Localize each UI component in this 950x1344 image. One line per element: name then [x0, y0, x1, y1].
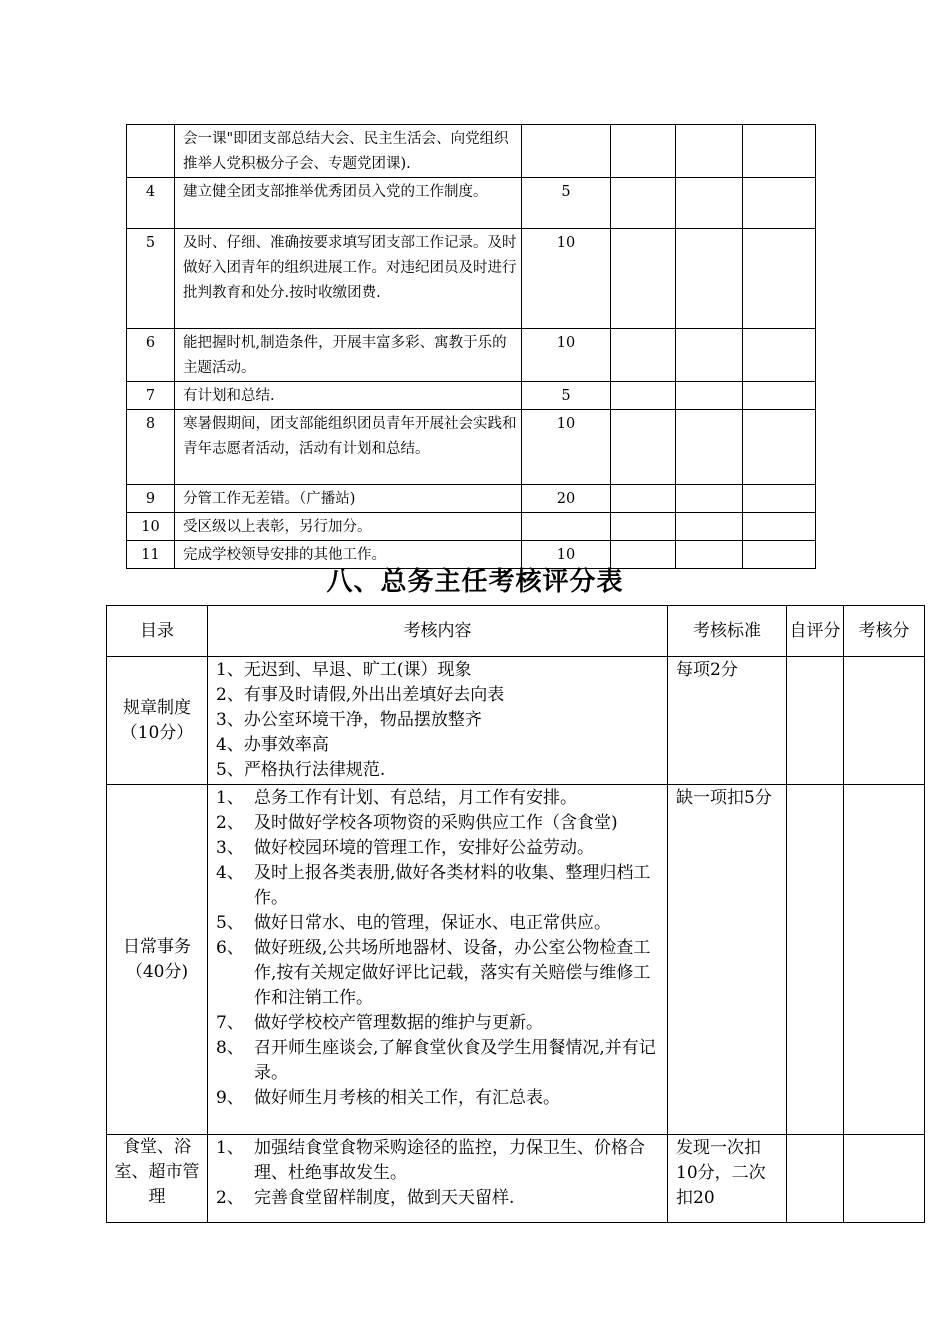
- row-content: 能把握时机,制造条件，开展丰富多彩、寓教于乐的主题活动。: [175, 329, 522, 382]
- row-number: 5: [127, 229, 175, 329]
- row-score: 10: [522, 329, 611, 382]
- standard-cell: 每项2分: [668, 657, 787, 785]
- blank-cell: [611, 485, 676, 513]
- section-title: 八、总务主任考核评分表: [326, 567, 624, 597]
- row-number: 11: [127, 541, 175, 569]
- row-content: 受区级以上表彰，另行加分。: [175, 513, 522, 541]
- row-content: 完成学校领导安排的其他工作。: [175, 541, 522, 569]
- blank-cell: [743, 178, 816, 229]
- blank-cell: [676, 329, 743, 382]
- header-catalog: 目录: [107, 606, 208, 657]
- list-item: 1、 加强结食堂食物采购途径的监控，力保卫生、价格合理、杜绝事故发生。: [216, 1138, 645, 1183]
- row-content: 分管工作无差错。（广播站): [175, 485, 522, 513]
- blank-cell: [676, 178, 743, 229]
- category-cell: 日常事务（40分): [107, 785, 208, 1135]
- self-score-cell: [787, 1135, 844, 1223]
- header-score: 考核分: [844, 606, 925, 657]
- list-item: 4、 及时上报各类表册,做好各类材料的收集、整理归档工作。: [216, 863, 651, 908]
- assessment-table-1: [126, 124, 816, 569]
- blank-cell: [743, 125, 816, 178]
- standard-cell: 缺一项扣5分: [668, 785, 787, 1135]
- row-score: 10: [522, 229, 611, 329]
- blank-cell: [676, 513, 743, 541]
- category-cell: 食堂、浴室、超市管理: [107, 1135, 208, 1223]
- blank-cell: [743, 485, 816, 513]
- table-row: [127, 513, 816, 541]
- row-number: 10: [127, 513, 175, 541]
- blank-cell: [676, 485, 743, 513]
- blank-cell: [676, 382, 743, 410]
- row-content: 及时、仔细、准确按要求填写团支部工作记录。及时做好入团青年的组织进展工作。对违纪团员及时进行批判教育和处分.按时收缴团费.: [175, 229, 522, 329]
- header-standard: 考核标准: [668, 606, 787, 657]
- blank-cell: [611, 178, 676, 229]
- header-self-score: 自评分: [787, 606, 844, 657]
- blank-cell: [611, 125, 676, 178]
- table-row: [127, 410, 816, 485]
- blank-cell: [611, 329, 676, 382]
- blank-cell: [611, 382, 676, 410]
- blank-cell: [611, 229, 676, 329]
- list-item: 5、 严格执行法律规范.: [216, 760, 386, 780]
- list-item: 2、 及时做好学校各项物资的采购供应工作（含食堂): [216, 813, 618, 833]
- standard-cell: 发现一次扣10分，二次扣20: [668, 1135, 787, 1223]
- list-item: 4、 办事效率高: [216, 735, 329, 755]
- table-row: [127, 229, 816, 329]
- row-number: 7: [127, 382, 175, 410]
- self-score-cell: [787, 785, 844, 1135]
- score-cell: [844, 1135, 925, 1223]
- self-score-cell: [787, 657, 844, 785]
- row-number: 6: [127, 329, 175, 382]
- row-content: 有计划和总结.: [175, 382, 522, 410]
- blank-cell: [611, 513, 676, 541]
- row-number: 9: [127, 485, 175, 513]
- row-score: 10: [522, 541, 611, 569]
- row-score: 5: [522, 178, 611, 229]
- row-score: 20: [522, 485, 611, 513]
- blank-cell: [743, 329, 816, 382]
- table-row: [127, 382, 816, 410]
- table-row: [127, 125, 816, 178]
- list-item: 8、 召开师生座谈会,了解食堂伙食及学生用餐情况,并有记录。: [216, 1038, 656, 1083]
- list-item: 5、 做好日常水、电的管理，保证水、电正常供应。: [216, 913, 611, 933]
- list-item: 1、 无迟到、早退、旷工(课）现象: [216, 660, 472, 680]
- list-item: 9、 做好师生月考核的相关工作，有汇总表。: [216, 1088, 560, 1108]
- list-item: 1、 总务工作有计划、有总结，月工作有安排。: [216, 788, 577, 808]
- list-item: 6、 做好班级,公共场所地器材、设备，办公室公物检查工作,按有关规定做好评比记载，落实有关赔偿与维修工作和注销工作。: [216, 938, 651, 1008]
- table-row: [107, 657, 925, 785]
- list-item: 2、 有事及时请假,外出出差填好去向表: [216, 685, 505, 705]
- content-cell: [208, 785, 668, 1135]
- list-item: 7、 做好学校校产管理数据的维护与更新。: [216, 1013, 543, 1033]
- blank-cell: [611, 410, 676, 485]
- blank-cell: [743, 513, 816, 541]
- row-number: 4: [127, 178, 175, 229]
- header-content: 考核内容: [208, 606, 668, 657]
- list-item: 2、 完善食堂留样制度，做到天天留样.: [216, 1188, 515, 1208]
- row-score: [522, 513, 611, 541]
- row-score: 5: [522, 382, 611, 410]
- score-cell: [844, 785, 925, 1135]
- row-number: 8: [127, 410, 175, 485]
- blank-cell: [743, 382, 816, 410]
- blank-cell: [743, 229, 816, 329]
- blank-cell: [676, 410, 743, 485]
- table-row: [127, 485, 816, 513]
- row-score: 10: [522, 410, 611, 485]
- assessment-table-2: [106, 605, 925, 1223]
- table-row: [127, 178, 816, 229]
- list-item: 3、 办公室环境干净，物品摆放整齐: [216, 710, 482, 730]
- content-cell: [208, 657, 668, 785]
- blank-cell: [676, 125, 743, 178]
- table-row: [107, 1135, 925, 1223]
- table-row: [127, 329, 816, 382]
- score-cell: [844, 657, 925, 785]
- blank-cell: [743, 410, 816, 485]
- list-item: 3、 做好校园环境的管理工作，安排好公益劳动。: [216, 838, 594, 858]
- row-number: [127, 125, 175, 178]
- row-content: 会一课"即团支部总结大会、民主生活会、向党组织推举人党积极分子会、专题党团课).: [175, 125, 522, 178]
- category-cell: 规章制度（10分）: [107, 657, 208, 785]
- content-cell: [208, 1135, 668, 1223]
- table-row: [107, 785, 925, 1135]
- row-content: 寒暑假期间，团支部能组织团员青年开展社会实践和青年志愿者活动，活动有计划和总结。: [175, 410, 522, 485]
- header-row: [107, 606, 925, 657]
- blank-cell: [676, 229, 743, 329]
- row-content: 建立健全团支部推举优秀团员入党的工作制度。: [175, 178, 522, 229]
- row-score: [522, 125, 611, 178]
